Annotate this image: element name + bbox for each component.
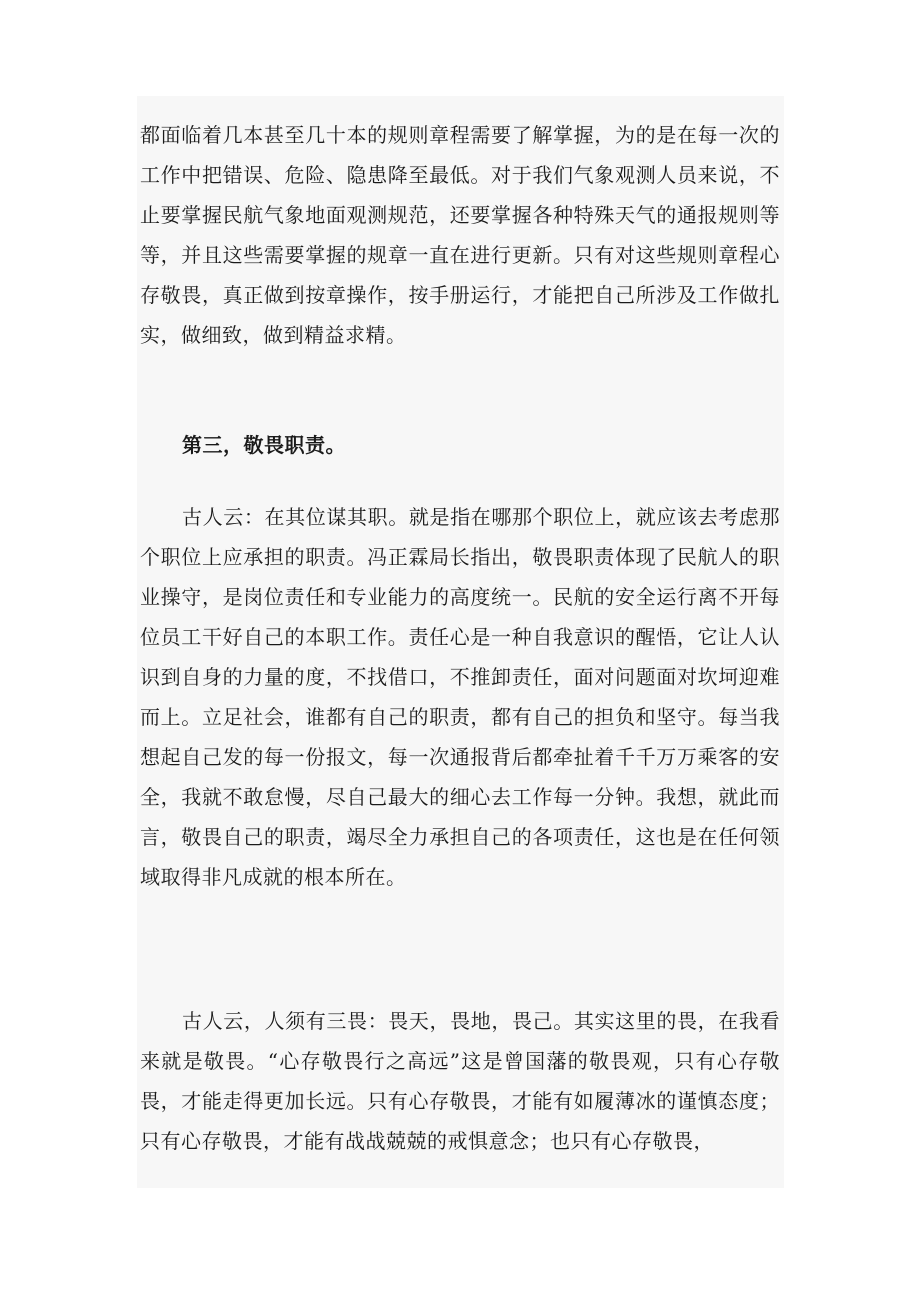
section-heading-duty: 第三，敬畏职责。	[182, 433, 346, 457]
paragraph-duty: 古人云：在其位谋其职。就是指在哪那个职位上，就应该去考虑那个职位上应承担的职责。冯正霖局长指出，敬畏职责体现了民航人的职业操守，是岗位责任和专业能力的高度统一。民航的安全运行离不开每位员工干好自己的本职工作。责任心是一种自我意识的醒悟，它让人认识到自身的力量的度，不找借口，不推卸责任，面对问题面对坎坷迎难而上。立足社会，谁都有自己的职责，都有自己的担负和坚守。每当我想起自己发的每一份报文，每一次通报背后都牵扯着千千万万乘客的安全，我就不敢怠慢，尽自己最大的细心去工作每一分钟。我想，就此而言，敬畏自己的职责，竭尽全力承担自己的各项责任，这也是在任何领域取得非凡成就的根本所在。	[140, 505, 780, 889]
paragraph-regulations: 都面临着几本甚至几十本的规则章程需要了解掌握，为的是在每一次的工作中把错误、危险、隐患降至最低。对于我们气象观测人员来说，不止要掌握民航气象地面观测规范，还要掌握各种特殊天气的通报规则等等，并且这些需要掌握的规章一直在进行更新。只有对这些规则章程心存敬畏，真正做到按章操作，按手册运行，才能把自己所涉及工作做扎实，做细致，做到精益求精。	[140, 123, 780, 347]
paragraph-three-fears: 古人云，人须有三畏：畏天，畏地，畏己。其实这里的畏，在我看来就是敬畏。“心存敬畏行之高远”这是曾国藩的敬畏观，只有心存敬畏，才能走得更加长远。只有心存敬畏，才能有如履薄冰的谨慎态度；只有心存敬畏，才能有战战兢兢的戒惧意念；也只有心存敬畏，	[140, 1009, 780, 1153]
